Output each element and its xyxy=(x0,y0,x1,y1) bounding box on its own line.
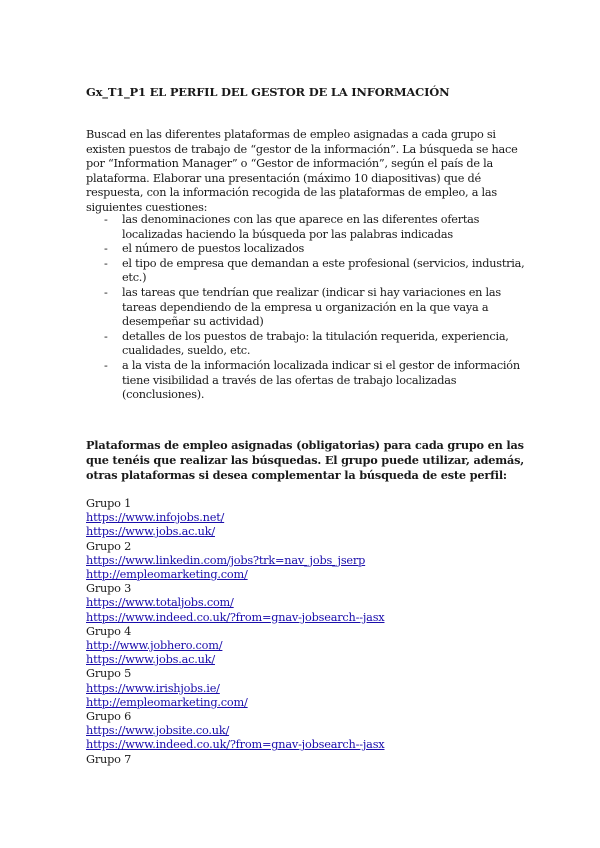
bullet-dash: - xyxy=(104,256,108,270)
group-label: Grupo 5 xyxy=(86,667,132,681)
platform-link[interactable]: https://www.totaljobs.com/ xyxy=(86,596,234,610)
questions-list xyxy=(86,213,526,403)
platform-link[interactable]: http://www.jobhero.com/ xyxy=(86,639,223,653)
list-item: - detalles de los puestos de trabajo: la titulación requerida, experiencia, cualidades, sueldo, etc. xyxy=(104,329,509,358)
platform-link[interactable]: https://www.jobs.ac.uk/ xyxy=(86,653,215,667)
bullet-dash: - xyxy=(104,242,108,256)
group-label: Grupo 3 xyxy=(86,582,132,596)
platform-link[interactable]: https://www.jobsite.co.uk/ xyxy=(86,724,230,738)
bullet-dash: - xyxy=(104,329,108,343)
document-title: Gx_T1_P1 EL PERFIL DEL GESTOR DE LA INFORMACIÓN xyxy=(86,85,450,99)
bullet-dash: - xyxy=(104,358,108,372)
platform-link[interactable]: http://empleomarketing.com/ xyxy=(86,568,248,582)
group-label: Grupo 6 xyxy=(86,710,132,724)
list-item: - a la vista de la información localizada indicar si el gestor de información tiene visibilidad a través de las ofertas de trabajo localizadas (conclusiones). xyxy=(104,358,520,402)
groups-list xyxy=(86,497,526,767)
platform-link[interactable]: http://empleomarketing.com/ xyxy=(86,695,248,709)
group-label: Grupo 1 xyxy=(86,497,132,510)
group-label: Grupo 2 xyxy=(86,539,132,553)
list-item: - las denominaciones con las que aparece en las diferentes ofertas localizadas haciendo la búsqueda por las palabras indicadas xyxy=(104,213,480,241)
group-label: Grupo 4 xyxy=(86,624,132,638)
list-item: - el número de puestos localizados xyxy=(104,242,305,256)
platform-link[interactable]: https://www.infojobs.net/ xyxy=(86,511,225,525)
platform-link[interactable]: https://www.indeed.co.uk/?from=gnav-jobsearch--jasx xyxy=(86,738,385,752)
list-item: - las tareas que tendrían que realizar (indicar si hay variaciones en las tareas dependiendo de la empresa u organización en la que vaya a desempeñar su actividad) xyxy=(104,285,501,329)
bullet-dash: - xyxy=(104,285,108,299)
platform-link[interactable]: https://www.indeed.co.uk/?from=gnav-jobsearch--jasx xyxy=(86,610,385,624)
bullet-dash: - xyxy=(104,213,108,226)
group-label: Grupo 7 xyxy=(86,752,132,766)
platform-link[interactable]: https://www.jobs.ac.uk/ xyxy=(86,525,215,539)
platforms-heading: Plataformas de empleo asignadas (obligatorias) para cada grupo en las que tenéis que realizar las búsquedas. El grupo puede utilizar, además, otras plataformas si desea complementar la búsqueda de este perfil: xyxy=(86,438,525,482)
list-item: - el tipo de empresa que demandan a este profesional (servicios, industria, etc.) xyxy=(104,256,525,285)
intro-paragraph: Buscad en las diferentes plataformas de empleo asignadas a cada grupo si existen puestos de trabajo de “gestor de la información”. La búsqueda se hace por “Information Manager” o “Gestor de información”, según el país de la plataforma. Elaborar una presentación (máximo 10 diapositivas) que dé respuesta, con la información recogida de las plataformas de empleo, a las siguientes cuestiones: xyxy=(86,128,518,214)
platform-link[interactable]: https://www.linkedin.com/jobs?trk=nav_jobs_jserp xyxy=(86,553,366,567)
platform-link[interactable]: https://www.irishjobs.ie/ xyxy=(86,681,220,695)
